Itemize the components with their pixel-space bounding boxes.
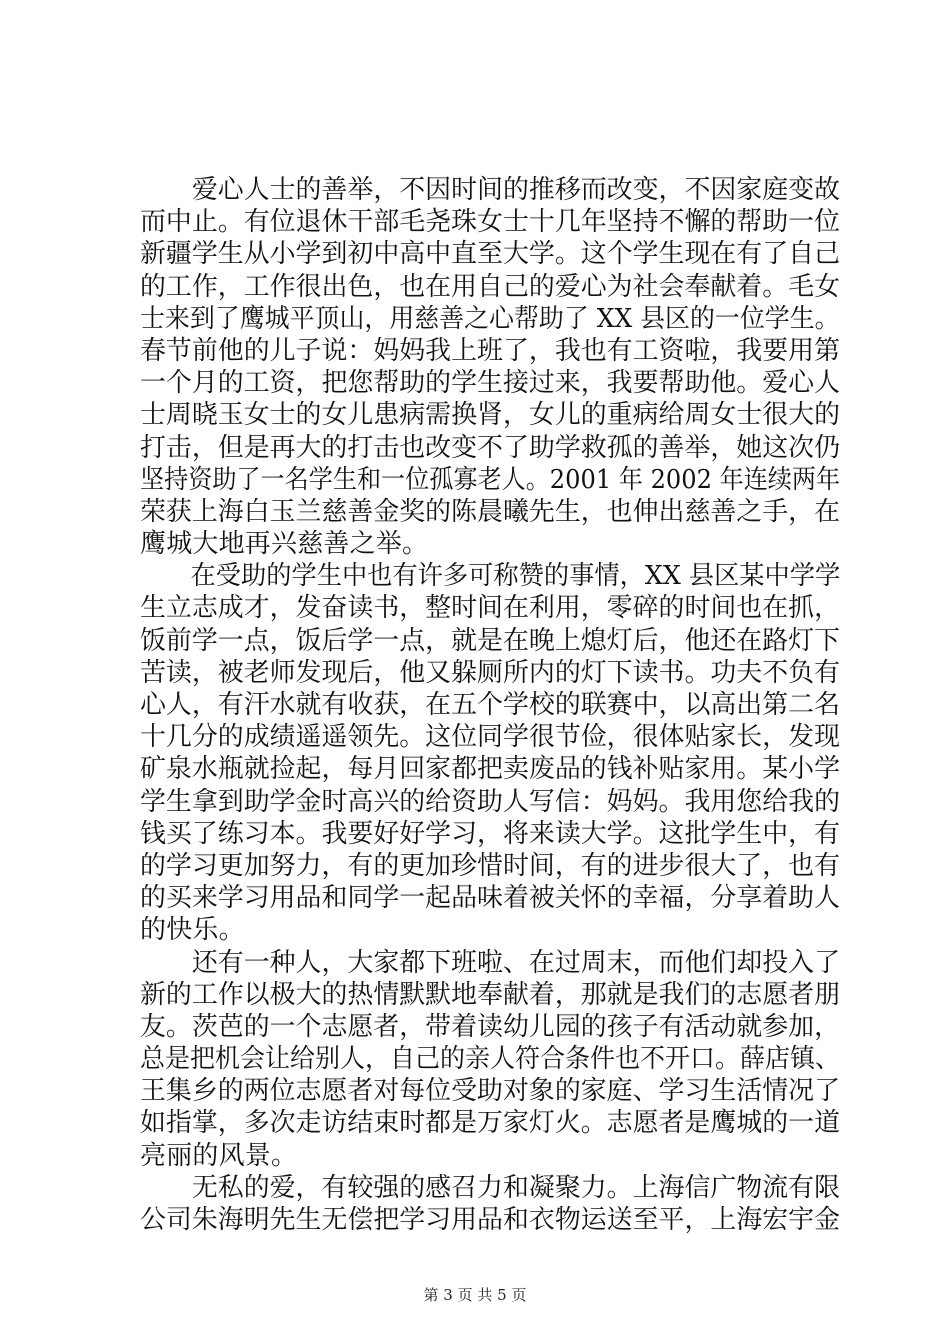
text-line: 荣获上海白玉兰慈善金奖的陈晨曦先生，也伸出慈善之手，在 xyxy=(140,496,841,527)
page-number-footer: 第 3 页 共 5 页 xyxy=(423,1286,527,1304)
text-line: 十几分的成绩遥遥领先。这位同学很节俭，很体贴家长，发现 xyxy=(140,722,841,753)
text-line: 的学习更加努力，有的更加珍惜时间，有的进步很大了，也有 xyxy=(140,850,841,881)
text-line: 士周晓玉女士的女儿患病需换肾，女儿的重病给周女士很大的 xyxy=(140,400,841,431)
text-line: 鹰城大地再兴慈善之举。 xyxy=(140,529,429,560)
text-line: 春节前他的儿子说：妈妈我上班了，我也有工资啦，我要用第 xyxy=(140,335,841,366)
text-line: 饭前学一点，饭后学一点，就是在晚上熄灯后，他还在路灯下 xyxy=(140,625,841,656)
text-line: 坚持资助了一名学生和一位孤寡老人。2001 年 2002 年连续两年 xyxy=(140,464,841,495)
text-line: 王集乡的两位志愿者对每位受助对象的家庭、学习生活情况了 xyxy=(140,1076,841,1107)
text-line: 还有一种人，大家都下班啦、在过周末，而他们却投入了 xyxy=(140,947,841,978)
text-line: 的工作，工作很出色，也在用自己的爱心为社会奉献着。毛女 xyxy=(140,271,841,302)
text-line: 一个月的工资，把您帮助的学生接过来，我要帮助他。爱心人 xyxy=(140,368,841,399)
text-line: 的买来学习用品和同学一起品味着被关怀的幸福，分享着助人 xyxy=(140,883,841,914)
text-line: 爱心人士的善举，不因时间的推移而改变，不因家庭变故 xyxy=(140,175,841,205)
text-line: 的快乐。 xyxy=(140,915,245,946)
text-line: 学生拿到助学金时高兴的给资助人写信：妈妈。我用您给我的 xyxy=(140,786,841,817)
text-line: 公司朱海明先生无偿把学习用品和衣物运送至平，上海宏宇金 xyxy=(140,1205,841,1235)
text-line: 无私的爱，有较强的感召力和凝聚力。上海信广物流有限 xyxy=(140,1172,841,1203)
text-line: 如指掌，多次走访结束时都是万家灯火。志愿者是鹰城的一道 xyxy=(140,1108,841,1139)
text-line: 心人，有汗水就有收获，在五个学校的联赛中，以高出第二名 xyxy=(140,690,841,720)
text-line: 苦读，被老师发现后，他又躲厕所内的灯下读书。功夫不负有 xyxy=(140,657,841,688)
text-line: 亮丽的风景。 xyxy=(140,1140,298,1171)
text-line: 打击，但是再大的打击也改变不了助学救孤的善举，她这次仍 xyxy=(140,432,841,463)
text-line: 矿泉水瓶就捡起，每月回家都把卖废品的钱补贴家用。某小学 xyxy=(140,754,841,785)
text-line: 钱买了练习本。我要好好学习，将来读大学。这批学生中，有 xyxy=(140,818,841,849)
text-line: 而中止。有位退休干部毛尧珠女士十几年坚持不懈的帮助一位 xyxy=(140,207,841,238)
text-line: 在受助的学生中也有许多可称赞的事情，XX 县区某中学学 xyxy=(140,561,841,592)
document-body xyxy=(140,174,840,1236)
text-line: 士来到了鹰城平顶山，用慈善之心帮助了 XX 县区的一位学生。 xyxy=(140,303,840,334)
text-line: 生立志成才，发奋读书，整时间在利用，零碎的时间也在抓， xyxy=(140,593,841,624)
text-line: 新的工作以极大的热情默默地奉献着，那就是我们的志愿者朋 xyxy=(140,979,841,1010)
text-line: 友。茨芭的一个志愿者，带着读幼儿园的孩子有活动就参加， xyxy=(140,1011,841,1042)
text-line: 新疆学生从小学到初中高中直至大学。这个学生现在有了自己 xyxy=(140,239,841,270)
text-line: 总是把机会让给别人，自己的亲人符合条件也不开口。薛店镇、 xyxy=(140,1044,841,1075)
